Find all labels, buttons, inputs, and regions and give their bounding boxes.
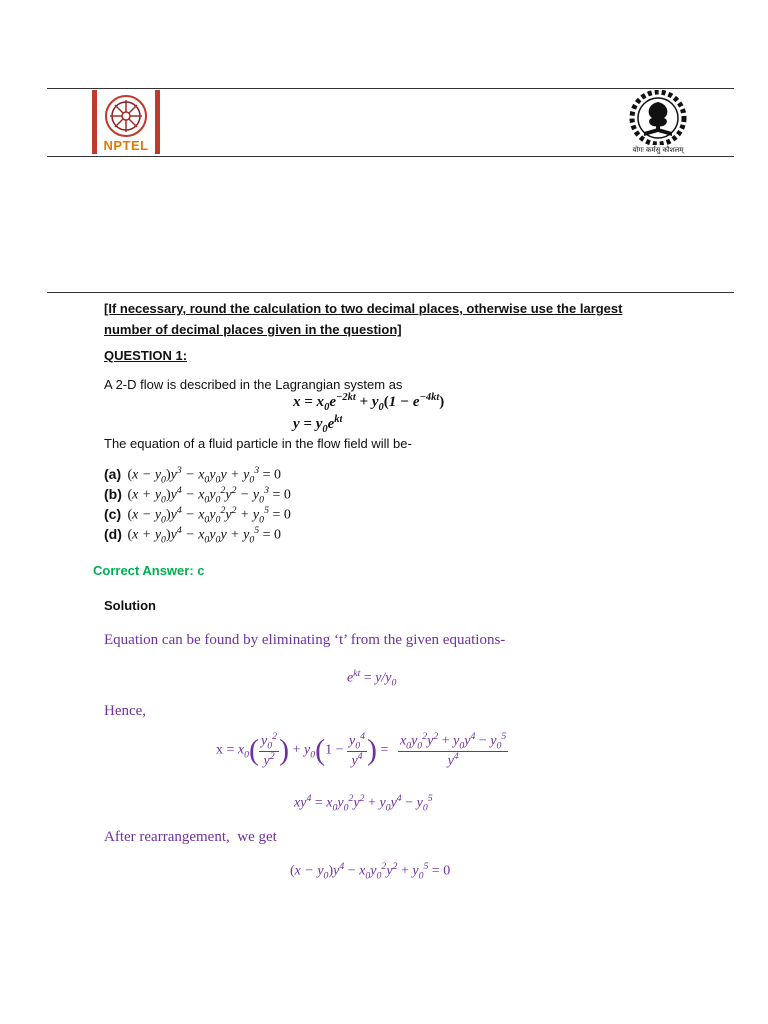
option-label: (d) (104, 525, 122, 542)
solution-after: After rearrangement, we get (104, 829, 277, 845)
solution-line-1: Equation can be found by eliminating ‘t’ from the given equations- (104, 632, 506, 648)
solution-heading: Solution (104, 598, 156, 613)
option-d[interactable]: (d) $(x + y_0)y^4 - x_0y_0y + y_0^5 = 0$ (104, 525, 282, 546)
option-label: (b) (104, 485, 122, 502)
option-label: (c) (104, 505, 122, 522)
header-bottom-rule (47, 156, 734, 157)
solution-final-equation: $(x - y_0)y^4 - x_0y_0^2y^2 + y_0^5 = 0$ (290, 861, 451, 882)
solution-eq-xy4: $xy^4 = x_0y_0^2y^2 + y_0y^4 - y_0^5$ (294, 793, 433, 814)
section-rule (47, 292, 734, 293)
option-b[interactable]: (b) $(x + y_0)y^4 - x_0y_0^2y^2 - y_0^3 = 0$ (104, 485, 291, 506)
nptel-logo-text: NPTEL (103, 138, 149, 153)
option-label: (a) (104, 465, 122, 482)
solution-eq-x-substituted: $x = x_0$( $\frac{y_0^2}{y^2}$ ) + $y_0(1$ − $\frac{y_0^4}{y^4}$ ) = $\frac{x_0y_0^2y^2 + y_0y^4 - y_0^5}{y^4}$ (216, 731, 507, 769)
nptel-logo (92, 90, 160, 154)
question-prompt: The equation of a fluid particle in the flow field will be- (104, 436, 412, 451)
iit-seal-text: योगः कर्मसु कौशलम् (628, 145, 688, 155)
option-c[interactable]: (c) $(x - y_0)y^4 - x_0y_0^2y^2 + y_0^5 = 0$ (104, 505, 291, 526)
header-top-rule (47, 88, 734, 89)
instructions-text: [If necessary, round the calculation to two decimal places, otherwise use the largest number of decimal places given in the question] (104, 301, 623, 337)
question-title: QUESTION 1: (104, 348, 188, 363)
iit-seal-logo (624, 90, 692, 156)
question-intro: A 2-D flow is described in the Lagrangian system as (104, 377, 403, 392)
lagrangian-equation-y: $y = y_0e^{kt}$ (293, 414, 343, 435)
option-a[interactable]: (a) $(x - y_0)y^3 - x_0y_0y + y_0^3 = 0$ (104, 465, 282, 486)
lagrangian-equation-x: $x = x_0e^{-2kt} + y_0(1 - e^{-4kt})$ (293, 392, 445, 413)
solution-hence: Hence, (104, 703, 147, 719)
solution-eq-ekt: $e^{kt} = y/y_0$ (347, 668, 397, 689)
correct-answer: Correct Answer: c (93, 563, 205, 578)
